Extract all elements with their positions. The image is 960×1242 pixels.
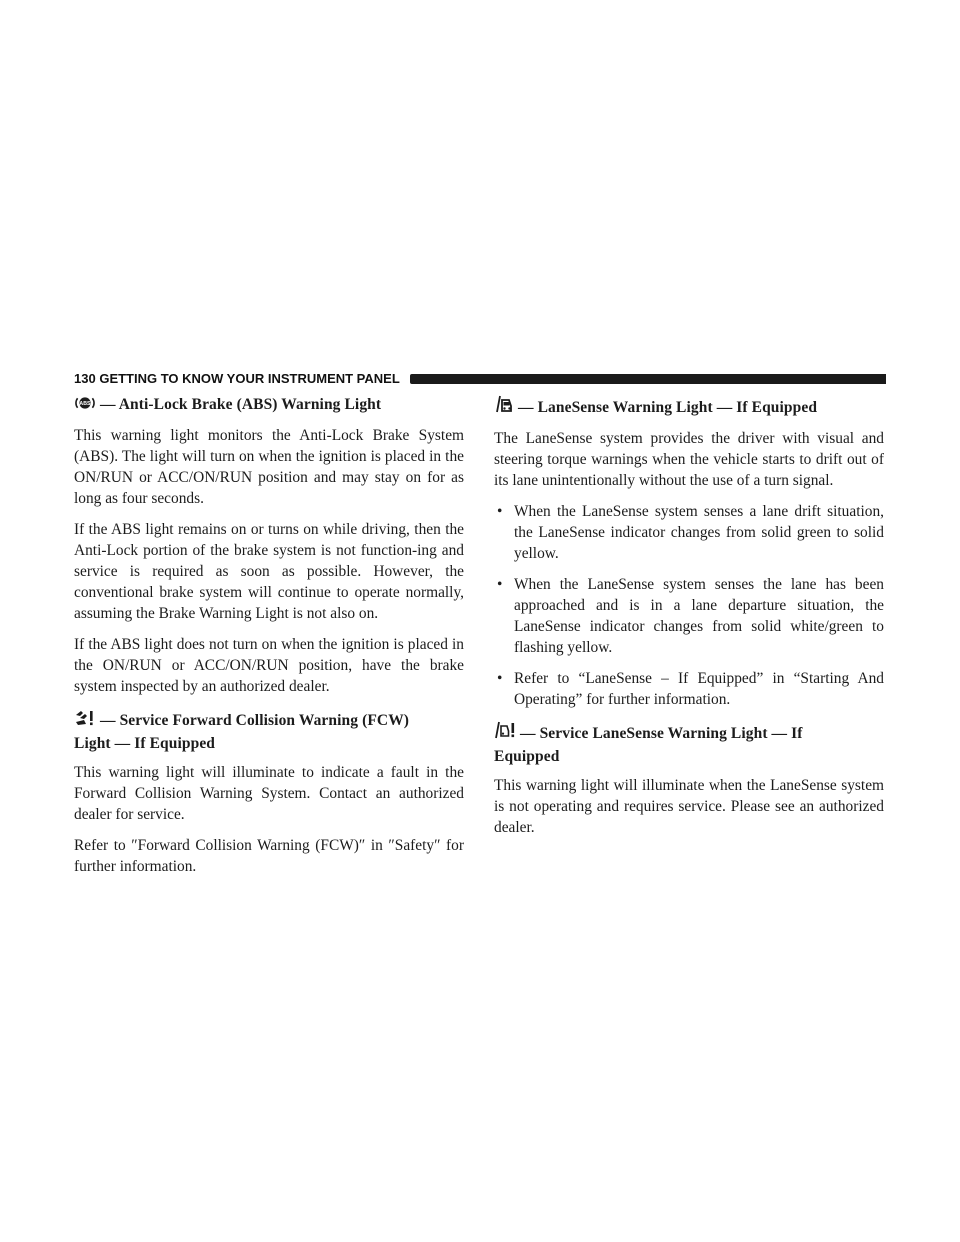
list-item	[494, 668, 884, 710]
page-number: 130	[74, 371, 96, 386]
service-lanesense-heading-line2: Equipped	[494, 748, 560, 765]
service-lanesense-icon	[494, 720, 516, 746]
list-item	[494, 501, 884, 564]
lanesense-intro: The LaneSense system provides the driver with visual and steering torque warnings when the vehicle starts to drift out of its lane unintentionally without the use of a turn signal.	[494, 430, 884, 489]
bullet-glyph: •	[497, 503, 503, 520]
fcw-heading	[74, 709, 464, 754]
service-fcw-icon	[74, 709, 96, 733]
lanesense-icon	[494, 394, 514, 420]
bullet-text: When the LaneSense system senses the lane has been approached and is in a lane departure situation, the LaneSense indicator changes from solid white/green to flashing yellow.	[514, 576, 884, 656]
right-column	[494, 390, 884, 848]
abs-paragraph-1: This warning light monitors the Anti-Lock Brake System (ABS). The light will turn on when the ignition is placed in the ON/RUN or ACC/ON/RUN position and may stay on for as long as four seconds.	[74, 427, 464, 507]
service-lanesense-heading	[494, 720, 884, 767]
bullet-glyph: •	[497, 576, 503, 593]
bullet-text: Refer to “LaneSense – If Equipped” in “Starting And Operating” for further information.	[514, 670, 884, 708]
bullet-text: When the LaneSense system senses a lane drift situation, the LaneSense indicator changes from solid green to solid yellow.	[514, 503, 884, 562]
header-rule	[410, 374, 886, 384]
fcw-paragraph-1: This warning light will illuminate to indicate a fault in the Forward Collision Warning System. Contact an authorized dealer for service.	[74, 764, 464, 823]
running-header	[74, 370, 886, 388]
abs-warning-icon	[74, 395, 96, 417]
abs-heading-text: — Anti-Lock Brake (ABS) Warning Light	[100, 396, 382, 413]
left-column	[74, 390, 464, 887]
lanesense-heading-text: — LaneSense Warning Light — If Equipped	[518, 399, 818, 416]
header-text	[74, 370, 400, 388]
lanesense-bullet-list	[494, 501, 884, 710]
abs-paragraph-3: If the ABS light does not turn on when the ignition is placed in the ON/RUN or ACC/ON/RUN position, have the brake system inspected by an authorized dealer.	[74, 636, 464, 695]
fcw-paragraph-2: Refer to ″Forward Collision Warning (FCW)″ in ″Safety″ for further information.	[74, 837, 464, 875]
bullet-glyph: •	[497, 670, 503, 687]
fcw-heading-line1: — Service Forward Collision Warning (FCW)	[100, 712, 410, 729]
fcw-heading-line2: Light — If Equipped	[74, 735, 216, 752]
service-lanesense-heading-line1: — Service LaneSense Warning Light — If	[520, 725, 803, 742]
lanesense-heading	[494, 394, 884, 420]
abs-paragraph-2: If the ABS light remains on or turns on while driving, then the Anti-Lock portion of the brake system is not function-ing and service is required as soon as possible. However, the conventional brake system will continue to operate normally, assuming the Brake Warning Light is not also on.	[74, 521, 464, 622]
section-title: GETTING TO KNOW YOUR INSTRUMENT PANEL	[99, 371, 400, 386]
service-lanesense-paragraph: This warning light will illuminate when the LaneSense system is not operating and requires service. Please see an authorized dealer.	[494, 777, 884, 836]
list-item	[494, 574, 884, 658]
svg-text:ABS: ABS	[79, 401, 91, 408]
abs-heading	[74, 394, 464, 417]
